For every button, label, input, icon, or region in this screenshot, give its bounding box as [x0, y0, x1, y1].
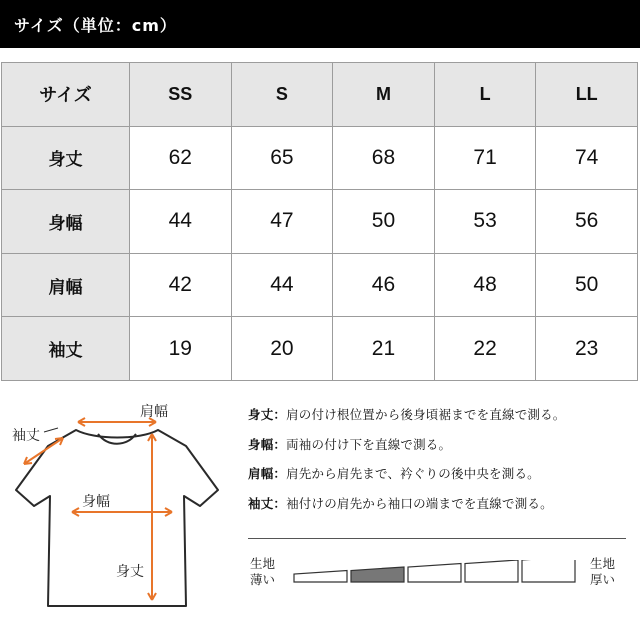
tshirt-diagram [0, 392, 240, 622]
thickness-step [294, 571, 347, 583]
note-label: 肩幅： [248, 466, 287, 481]
shoulder-label: 肩幅 [140, 404, 168, 420]
thickness-step [408, 564, 461, 583]
column-header: SS [130, 63, 232, 127]
thickness-thin-label [250, 556, 275, 588]
thickness-step [351, 567, 404, 582]
table-cell: 44 [231, 253, 333, 317]
row-label: 身丈 [2, 126, 130, 190]
table-cell: 50 [333, 190, 435, 254]
table-row [2, 253, 638, 317]
table-row [2, 190, 638, 254]
table-row [2, 317, 638, 381]
page-header [0, 0, 640, 48]
table-cell: 47 [231, 190, 333, 254]
table-cell: 62 [130, 126, 232, 190]
thick-label-line2: 厚い [590, 572, 616, 587]
thin-label-line1: 生地 [250, 556, 276, 571]
table-cell: 42 [130, 253, 232, 317]
table-cell: 56 [536, 190, 638, 254]
note-item [248, 437, 638, 467]
row-label: 袖丈 [2, 317, 130, 381]
thickness-scale [290, 560, 586, 590]
column-header: サイズ [2, 63, 130, 127]
header-title: サイズ（単位：cm） [14, 16, 177, 35]
length-label: 身丈 [116, 564, 144, 580]
note-label: 袖丈： [248, 495, 287, 511]
thick-label-line1: 生地 [590, 556, 616, 571]
note-item [248, 466, 638, 496]
note-text: 両袖の付け下を直線で測る。 [286, 436, 452, 452]
table-cell: 50 [536, 253, 638, 317]
thickness-step [465, 560, 518, 582]
row-label: 身幅 [2, 190, 130, 254]
size-table [1, 62, 638, 381]
table-cell: 46 [333, 253, 435, 317]
table-cell: 48 [434, 253, 536, 317]
note-text: 肩の付け根位置から後身頃裾までを直線で測る。 [286, 407, 566, 422]
column-header: LL [536, 63, 638, 127]
note-item [248, 407, 638, 437]
column-header: L [434, 63, 536, 127]
sleeve-label: 袖丈 [12, 428, 40, 444]
table-row [2, 126, 638, 190]
table-cell: 44 [130, 190, 232, 254]
table-cell: 65 [231, 126, 333, 190]
width-label: 身幅 [82, 494, 110, 510]
sleeve-leader [44, 428, 58, 432]
thickness-thick-label [590, 556, 615, 588]
column-header: M [333, 63, 435, 127]
measurement-notes [248, 407, 638, 525]
table-cell: 68 [333, 126, 435, 190]
note-item [248, 496, 638, 526]
table-header-row [2, 63, 638, 127]
table-cell: 71 [434, 126, 536, 190]
table-cell: 23 [536, 317, 638, 381]
note-text: 袖付けの肩先から袖口の端までを直線で測る。 [286, 495, 553, 511]
thin-label-line2: 薄い [250, 572, 276, 587]
row-label: 肩幅 [2, 253, 130, 317]
column-header: S [231, 63, 333, 127]
table-cell: 53 [434, 190, 536, 254]
table-cell: 19 [130, 317, 232, 381]
divider [248, 538, 626, 539]
table-cell: 22 [434, 317, 536, 381]
thickness-step [522, 560, 575, 582]
note-label: 身幅： [248, 436, 287, 452]
note-label: 身丈： [248, 407, 287, 422]
table-cell: 20 [231, 317, 333, 381]
table-cell: 74 [536, 126, 638, 190]
table-cell: 21 [333, 317, 435, 381]
note-text: 肩先から肩先まで、衿ぐりの後中央を測る。 [286, 466, 540, 481]
